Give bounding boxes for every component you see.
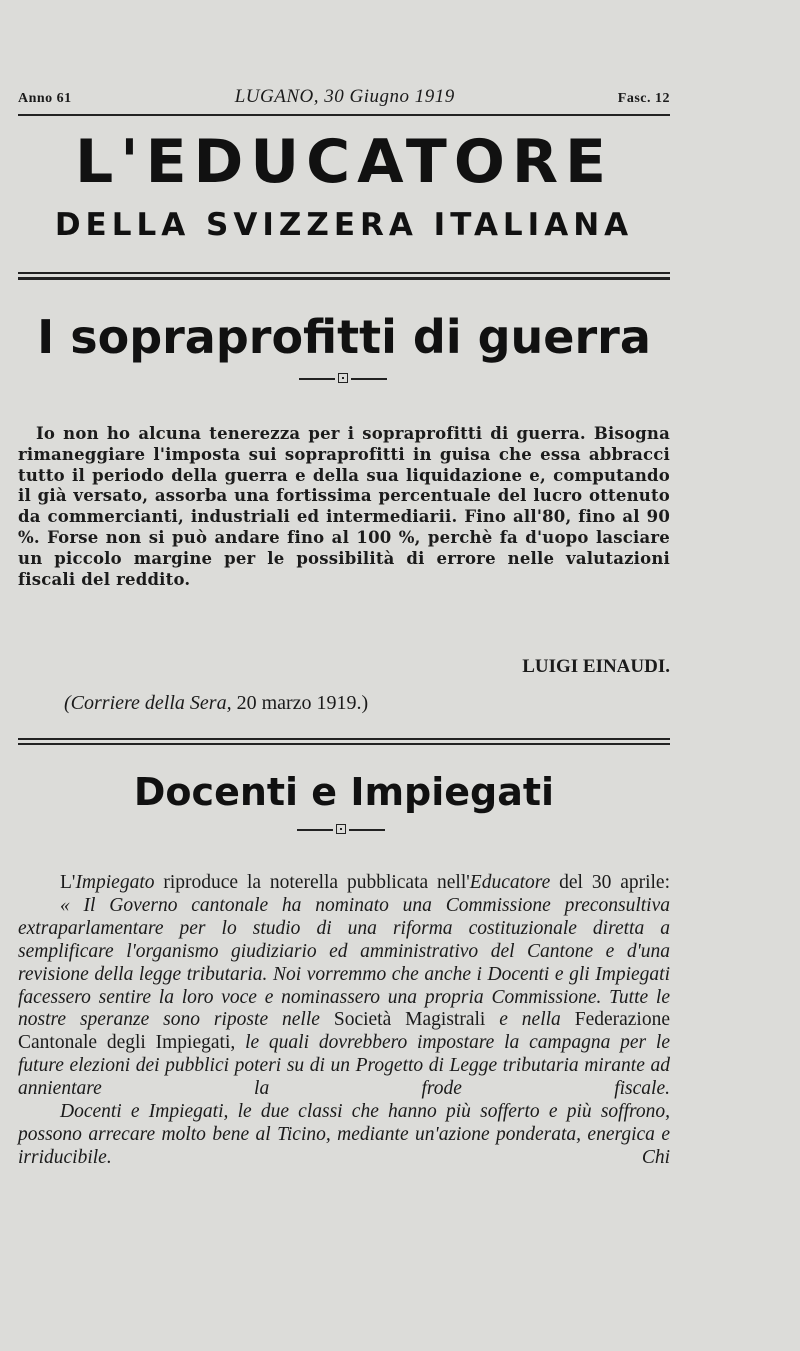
article2-body	[18, 872, 670, 1170]
ornament-divider	[297, 823, 387, 837]
article2-intro: L'Impiegato riproduce la noterella pubblicata nell'Educatore del 30 aprile:	[60, 872, 670, 893]
header-line	[18, 86, 670, 110]
masthead-title: L'EDUCATORE	[74, 127, 614, 197]
article2-quote: « Il Governo cantonale ha nominato una Commissione preconsultiva extraparlamentare per lo studio di una riforma costituzionale diretta a semplificare l'organismo giudiziario ed amministrativo del Cantone e d'una revisione della legge tributaria. Noi vorremmo che anche i Docenti e gli Impiegati facessero sentire la loro voce e nominassero una propria Commissione. Tutte le nostre speranze sono riposte nelle Società Magistrali e nella Federazione Cantonale degli Impiegati, le quali dovrebbero impostare la campagna per le future elezioni dei pubblici poteri su di un Progetto di Legge tributaria mirante ad annientare la frode fiscale.	[18, 894, 671, 1100]
masthead-rule-bottom	[18, 277, 670, 280]
article1-source	[64, 692, 368, 715]
article2-paragraph: Docenti e Impiegati, le due classi che hanno più sofferto e più soffrono, possono arrecare molto bene al Ticino, mediante un'azione ponderata, energica e irriducibile. Chi	[18, 1101, 670, 1168]
article1-title: I sopraprofitti di guerra	[37, 310, 651, 364]
ornament-divider	[299, 372, 389, 386]
article2-title: Docenti e Impiegati	[133, 770, 555, 814]
header-rule	[18, 114, 670, 116]
article1-paragraph: Io non ho alcuna tenerezza per i sopraprofitti di guerra. Bisogna rimaneggiare l'imposta sui sopraprofitti in guisa che essa abbracci tutto il periodo della guerra e della sua liquidazione e, computando il già versato, assorba una fortissima percentuale del lucro ottenuto da commercianti, industriali ed intermediarii. Fino all'80, fino al 90 %. Forse non si può andare fino al 100 %, perchè fa d'uopo lasciare un piccolo margine per le possibilità di errore nelle valutazioni fiscali del reddito.	[18, 424, 670, 589]
article1-author: LUIGI EINAUDI.	[522, 656, 670, 677]
section-rule-bottom	[18, 743, 670, 745]
source-paper: (Corriere della Sera,	[64, 692, 232, 714]
article1-body	[18, 424, 670, 590]
masthead-subtitle: DELLA SVIZZERA ITALIANA	[54, 207, 634, 243]
fascicle-number: Fasc. 12	[617, 91, 670, 106]
masthead-rule-top	[18, 272, 670, 274]
issue-number: Anno 61	[18, 91, 72, 106]
section-rule-top	[18, 738, 670, 740]
source-date: 20 marzo 1919.)	[236, 692, 369, 714]
place-date: LUGANO, 30 Giugno 1919	[234, 86, 455, 107]
masthead	[14, 127, 674, 243]
